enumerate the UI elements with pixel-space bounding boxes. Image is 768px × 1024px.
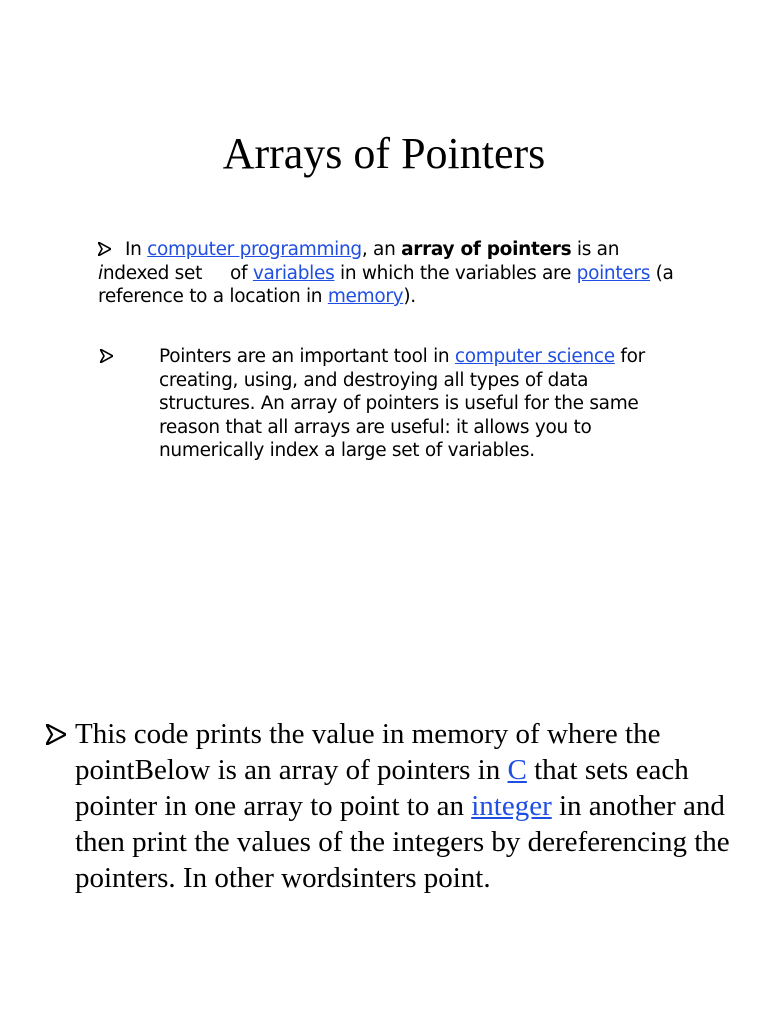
bold-term: array of pointers: [401, 239, 572, 260]
bullet1-text: in which the variables are: [334, 262, 577, 284]
bullet1-text: (a reference to a location in: [98, 262, 674, 307]
bullet2-paragraph: [159, 345, 689, 463]
link-variables[interactable]: variables: [252, 262, 335, 284]
bullet3-paragraph: [75, 716, 740, 896]
bullet2-text: for creating, using, and destroying all types of data structures. An array of pointers is useful for the same reason that all arrays are useful: it allows you to numerically index a large set of variables.: [159, 346, 645, 461]
link-integer[interactable]: integer: [471, 790, 552, 822]
link-computer-science[interactable]: computer science: [454, 346, 615, 367]
arrow-bullet-icon: [98, 242, 111, 256]
link-pointers[interactable]: pointers: [576, 262, 651, 284]
bullet1-text: ndexed set: [102, 262, 203, 284]
link-computer-programming[interactable]: computer programming: [147, 239, 362, 260]
bullet3-text: This code prints the value in memory of where the pointBelow is an array of pointers in: [75, 718, 661, 786]
link-memory[interactable]: memory: [327, 286, 404, 307]
bullet2-text: Pointers are an important tool in: [159, 346, 455, 367]
bullet1-text: In: [125, 239, 148, 260]
bullet1-text: is an: [571, 239, 620, 260]
bullet1-text: , an: [361, 239, 402, 260]
bullet-item-1: [98, 238, 698, 309]
arrow-bullet-icon: [100, 349, 113, 363]
bullet1-text: ).: [403, 286, 416, 307]
arrow-bullet-icon: [46, 724, 66, 745]
bullet3-text: that sets each pointer in one array to point to an: [75, 754, 689, 822]
italic-letter: i: [98, 262, 103, 284]
link-c[interactable]: C: [507, 754, 527, 786]
bullet3-text: in another and then print the values of the integers by dereferencing the pointers. In other wordsinters point.: [75, 790, 730, 894]
page-title: Arrays of Pointers: [222, 129, 546, 178]
bullet1-text: of: [230, 262, 253, 284]
